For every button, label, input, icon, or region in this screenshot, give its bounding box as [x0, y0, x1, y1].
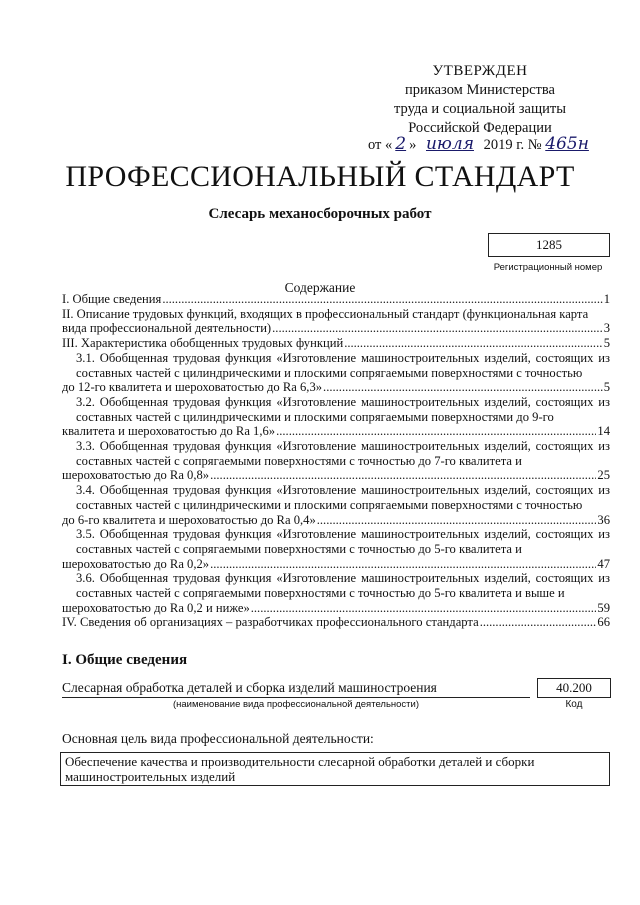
- approval-date: от « 2 » июля 2019 г. № 465н: [368, 134, 589, 154]
- goal-box: Обеспечение качества и производительности слесарной обработки деталей и сборки машиностроительных изделий: [60, 752, 610, 786]
- approval-day: 2: [395, 134, 407, 154]
- approval-block: [360, 62, 600, 138]
- toc-page: 59: [597, 600, 610, 615]
- toc-item[interactable]: I. Общие сведения ..... 1: [62, 292, 610, 307]
- toc-page: 3: [603, 321, 610, 336]
- toc-item[interactable]: IV. Сведения об организациях – разработчиках профессионального стандарта ..... 66: [62, 615, 610, 630]
- table-of-contents: [62, 292, 610, 630]
- toc-item[interactable]: 3.3. Обобщенная трудовая функция «Изготовление машиностроительных изделий, состоящих из составных частей с сопрягаемыми поверхностями с точностью до 7-го квалитета и шероховатостью до Ra 0,8» ..... 25: [62, 439, 610, 483]
- activity-code: 40.200: [537, 678, 611, 698]
- approval-title: УТВЕРЖДЕН: [432, 63, 528, 79]
- registration-label: Регистрационный номер: [493, 262, 603, 273]
- toc-page: 47: [597, 556, 610, 571]
- document-title: ПРОФЕССИОНАЛЬНЫЙ СТАНДАРТ: [65, 160, 575, 193]
- document-subtitle: Слесарь механосборочных работ: [208, 206, 432, 222]
- toc-item[interactable]: 3.1. Обобщенная трудовая функция «Изготовление машиностроительных изделий, состоящих из составных частей с цилиндрическими и плоскими сопрягаемыми поверхностями с точностью до 12-го квалитета и шероховатостью до Ra 6,3» ..... 5: [62, 351, 610, 395]
- toc-item[interactable]: 3.4. Обобщенная трудовая функция «Изготовление машиностроительных изделий, состоящих из составных частей с цилиндрическими и плоскими сопрягаемыми поверхностями с точностью до 6-го квалитета и шероховатостью до Ra 0,4» ..... 36: [62, 483, 610, 527]
- code-label: Код: [565, 699, 583, 710]
- toc-item[interactable]: III. Характеристика обобщенных трудовых функций ..... 5: [62, 336, 610, 351]
- registration-number: 1285: [488, 233, 610, 257]
- toc-page: 36: [597, 512, 610, 527]
- section-heading: I. Общие сведения: [62, 652, 188, 668]
- activity-name: Слесарная обработка деталей и сборка изделий машиностроения: [62, 680, 437, 695]
- toc-page: 25: [597, 468, 610, 483]
- toc-page: 5: [603, 380, 610, 395]
- toc-heading: Содержание: [284, 280, 356, 295]
- approval-month: июля: [425, 134, 474, 154]
- approval-line: Российской Федерации: [408, 120, 552, 136]
- toc-page: 5: [603, 336, 610, 351]
- goal-label: Основная цель вида профессиональной деятельности:: [62, 731, 374, 746]
- toc-page: 14: [597, 424, 610, 439]
- approval-line: приказом Министерства: [405, 82, 555, 98]
- toc-item[interactable]: II. Описание трудовых функций, входящих в профессиональный стандарт (функциональная карта вида профессиональной деятельности) ..... 3: [62, 307, 610, 336]
- toc-item[interactable]: 3.2. Обобщенная трудовая функция «Изготовление машиностроительных изделий, состоящих из составных частей с цилиндрическими и плоскими сопрягаемыми поверхностями до 9-го квалитета и шероховатостью до Ra 1,6» ..... 14: [62, 395, 610, 439]
- toc-item[interactable]: 3.5. Обобщенная трудовая функция «Изготовление машиностроительных изделий, состоящих из составных частей с сопрягаемыми поверхностями с точностью до 5-го квалитета и шероховатостью до Ra 0,2» ..... 47: [62, 527, 610, 571]
- toc-page: 1: [603, 292, 610, 306]
- toc-item[interactable]: 3.6. Обобщенная трудовая функция «Изготовление машиностроительных изделий, состоящих из составных частей с сопрягаемыми поверхностями с точностью до 5-го квалитета и выше и шероховатостью до Ra 0,2 и ниже» ..... 59: [62, 571, 610, 615]
- approval-line: труда и социальной защиты: [394, 101, 566, 117]
- approval-number: 465н: [545, 134, 589, 154]
- toc-page: 66: [597, 615, 610, 630]
- activity-caption: (наименование вида профессиональной деятельности): [172, 699, 420, 710]
- activity-underline: [62, 697, 530, 698]
